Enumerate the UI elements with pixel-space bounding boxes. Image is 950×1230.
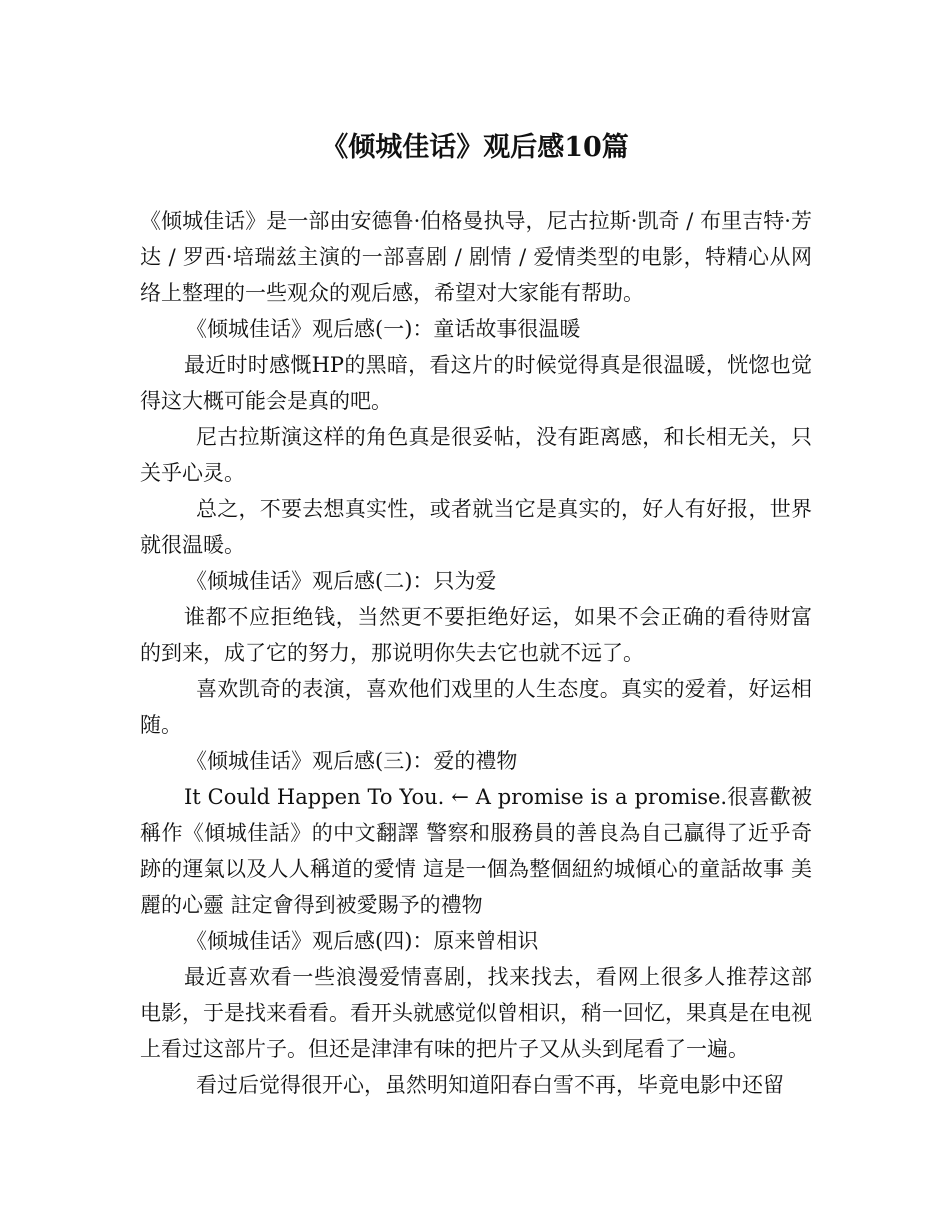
body-paragraph: 最近喜欢看一些浪漫爱情喜剧，找来找去，看网上很多人推荐这部电影，于是找来看看。看开头就感觉似曾相识，稍一回忆，果真是在电视上看过这部片子。但还是津津有味的把片子又从头到尾看了一遍。 xyxy=(140,965,812,1061)
body-paragraph: 谁都不应拒绝钱，当然更不要拒绝好运，如果不会正确的看待财富的到来，成了它的努力，那说明你失去它也就不远了。 xyxy=(140,605,812,665)
body-paragraph: 尼古拉斯演这样的角色真是很妥帖，没有距离感，和长相无关，只关乎心灵。 xyxy=(140,425,812,485)
body-paragraph: 喜欢凯奇的表演，喜欢他们戏里的人生态度。真实的爱着，好运相随。 xyxy=(140,677,812,737)
body-paragraph: It Could Happen To You. ← A promise is a promise.很喜歡被稱作《傾城佳話》的中文翻譯 警察和服務員的善良為自己贏得了近乎奇跡的運氣以及人人稱道的愛情 這是一個為整個紐約城傾心的童話故事 美麗的心靈 註定會得到被愛賜予的禮物 xyxy=(140,785,812,917)
section-heading: 《倾城佳话》观后感(一)：童话故事很温暖 xyxy=(186,317,581,341)
body-paragraph: 总之，不要去想真实性，或者就当它是真实的，好人有好报，世界就很温暖。 xyxy=(140,497,812,557)
section-heading: 《倾城佳话》观后感(三)：爱的禮物 xyxy=(186,749,518,773)
section-heading: 《倾城佳话》观后感(二)：只为爱 xyxy=(186,569,497,593)
document-body xyxy=(140,203,812,1103)
body-paragraph: 最近时时感慨HP的黑暗，看这片的时候觉得真是很温暖，恍惚也觉得这大概可能会是真的吧。 xyxy=(140,353,812,413)
intro-paragraph: 《倾城佳话》是一部由安德鲁·伯格曼执导，尼古拉斯·凯奇 / 布里吉特·芳达 / 罗西·培瑞兹主演的一部喜剧 / 剧情 / 爱情类型的电影，特精心从网络上整理的一些观众的观后感，希望对大家能有帮助。 xyxy=(140,209,812,305)
section-heading: 《倾城佳话》观后感(四)：原来曾相识 xyxy=(186,929,539,953)
body-paragraph: 看过后觉得很开心，虽然明知道阳春白雪不再，毕竟电影中还留 xyxy=(196,1073,784,1097)
document-title: 《倾城佳话》观后感10篇 xyxy=(321,132,629,163)
